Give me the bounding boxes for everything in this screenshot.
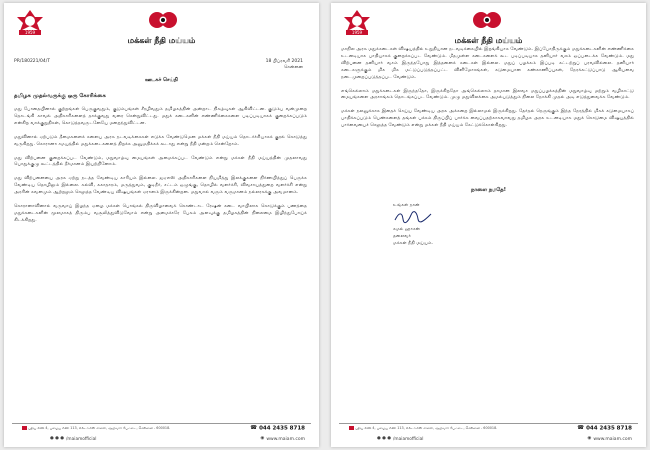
social-media-icons: ● ● ● (50, 436, 64, 441)
paragraph: மது விற்பனையை அரசு ஏற்று நடத்த வேண்டிய காரியம் இல்லை. ஐஏஎஸ் அதிகாரிகளை நியமித்து இலக்குகளை நிர்ணயித்துப் பெருக்க வேண்டிய தொழிலும் இல்லை. கல்வி, சுகாதாரம், மருத்துவம், குடிநீர், சட்டம் ஒழுங்கு, தொழில் வளர்ச்சி, விவசாயத்துறை வளர்ச்சி என்று அரசின் கவனமும் ஆற்றலும் செலுத்த வேண்டிய விஷயங்கள் ஏராளம் இருக்கின்றன. மதுவால் வரும் வருமானம் நல்லரசுக்கு அவமானம். (14, 176, 307, 196)
paragraph: மது போதையினால் குற்றங்கள் பெருகுவதும், குடும்பங்கள் சீரழிவதும் தமிழகத்தின் அன்றாட நிகழ்வுகள் ஆகிவிட்டன. குடும்ப வன்முறை தொடங்கி காவல் அதிகாரிகளைத் தாக்குவது வரை சென்றுவிட்டது. மதுக் கடைகளின் எண்ணிக்கைகளை படிப்படியாகக் குறைக்கப்படும் என்கிற வாக்குறுதிகள், கொடுத்தவருடனேயே மறைந்துவிட்டன. (14, 107, 307, 126)
footer-address (22, 426, 170, 431)
letter-date: 18 பிப்ரவரி 2021 (265, 59, 303, 64)
phone-icon: ☎ (577, 425, 585, 431)
maiam-logo-icon (471, 7, 503, 33)
letter-subject: தமிழக முதல்வருக்கு ஒரு கோரிக்கை (14, 93, 106, 99)
social-handle: /maiamofficial (65, 437, 97, 442)
footer-phone (577, 425, 632, 432)
letter-page-2 (331, 3, 646, 447)
party-name: மக்கள் நீதி மய்யம் (454, 36, 523, 45)
maiam-logo-icon (147, 7, 179, 33)
footer-address (349, 426, 497, 431)
emblem-year: 1959 (351, 30, 363, 36)
phone-number: 044 2435 8718 (586, 425, 632, 432)
website-url: www.maiam.com (593, 437, 632, 442)
date-block (266, 59, 303, 71)
address-text: புதிய எண் 4, பழைய எண் 113, எல்டாம்ஸ் சாலை, ஆழ்வார் பேட்டை, சென்னை - 600018. (355, 426, 498, 430)
press-release-heading: ஊடகச் செய்தி (144, 77, 179, 83)
emblem-year: 1959 (24, 30, 36, 36)
signatory-name: கமல் ஹாசன் (393, 227, 420, 232)
closing-slogan: நாளை நமதே! (470, 187, 507, 193)
signature-block (393, 202, 433, 247)
party-name: மக்கள் நீதி மய்யம் (127, 36, 196, 45)
signatory-org: மக்கள் நீதி மய்யம். (393, 241, 434, 246)
paragraph: எங்கெல்லாம் மதுக்கடைகள் இருந்ததோ, இருக்கிறதோ அங்கெல்லாம் தாமான இலவச மதுப்பழக்கத்தின் மறுவாழ்வு மற்றும் வழிகாட்டு மையங்களை அரசாங்கம் தொடங்கப்பட வேண்டும். முழு மதுவிலக்கை அமல்படுத்தும் நிலை நோக்கி முதல் அடி எடுத்துவைக்க வேண்டும். (341, 88, 634, 101)
party-emblem-icon (14, 9, 46, 37)
paragraph: மதுவினால் ஏற்படும் தீமைகளைக் களைய அரசு நடவடிக்கைகள் எடுக்க வேண்டுமென மக்கள் நீதி மய்யம் தொடர்ச்சியாகக் குரல் கொடுத்து வருகிறது. கொரானா சமயத்தில் மதுக்கடைகளைத் திறக்க அனுமதிக்கக் கூடாது என்று நீதி மன்றம் சென்றோம். (14, 134, 307, 147)
letter-place: சென்னை (284, 65, 303, 70)
letter-page-1 (4, 3, 319, 447)
footer-divider (339, 423, 638, 424)
party-emblem-icon (341, 9, 373, 37)
social-media-icons: ● ● ● (377, 436, 391, 441)
location-icon (349, 426, 354, 430)
footer-divider (12, 423, 311, 424)
sign-intro: உங்கள் நான் (393, 203, 420, 208)
footer-phone (250, 425, 305, 432)
letter-body-1 (14, 107, 307, 232)
footer-social[interactable] (50, 436, 96, 442)
globe-icon: ◉ (587, 436, 592, 441)
paragraph: மது விற்பனை குறைக்கப்பட வேண்டும், மறுவாழ்வு மையங்கள் அமைக்கப்பட வேண்டும் என்று மக்கள் நீதி மய்யத்தின் முதலாவது பொதுக்குழு கூட்டத்தில் தீர்மானம் இயற்றினோம். (14, 155, 307, 168)
footer-social[interactable] (377, 436, 423, 442)
footer-website[interactable] (587, 436, 632, 442)
signatory-title: தலைவர் (393, 234, 411, 239)
handwritten-signature (393, 210, 433, 224)
social-handle: /maiamofficial (392, 437, 424, 442)
footer-website[interactable] (260, 436, 305, 442)
reference-number: PR/180221/04/T (14, 59, 51, 64)
letter-footer (4, 421, 319, 447)
address-text: புதிய எண் 4, பழைய எண் 113, எல்டாம்ஸ் சாலை, ஆழ்வார் பேட்டை, சென்னை - 600018. (28, 426, 171, 430)
paragraph: மாநில அரசு மதுக்கடைகள் விஷயத்தில் உறுதியான நடவடிக்கையில் இறங்கியாக வேண்டும். இப்போதிருக்கும் மதுக்கடைகளின் எண்ணிக்கை உடனடியாக பாதியாகக் குறைக்கப்பட வேண்டும். மீதமுள்ள கடைகளைக் கூட படிப்படியாக தனியார் வசம் ஒப்படைக்க வேண்டும். மது விற்பனை தனியார் வசம் இருந்தபோது இத்தனைக் கடைகள் இல்லை. மதுப் பழக்கம் இப்படி கட்டற்றுப் பரவவில்லை. தனியார் கடைகளுக்கும் மிக மிக மட்டுப்படுத்தப்பட்ட விளிமோசங்கள், கடுமையான கண்காணிப்புகள், நேரக்கட்டுப்பாடு ஆகியவை நடைமுறைப்படுத்தப்பட வேண்டும். (341, 47, 634, 80)
globe-icon: ◉ (260, 436, 265, 441)
website-url: www.maiam.com (266, 437, 305, 442)
phone-icon: ☎ (250, 425, 258, 431)
letter-body-2 (341, 47, 634, 137)
paragraph: கொரானாவினால் வருவாய் இழந்த ஏழை மக்கள் பொங்கல் திருவிழாவைக் கொண்டாட ரேஷன் கடை வாயிலாக கொடுக்கும் பணத்தை மதுக்கடைகளின் மூலமாகத் திரும்ப வசூலித்துவிடுவோம் என்று அமைச்சரே பேசும் அளவுக்கு தமிழகத்தின் நிலைமை இழிந்துபோய்க் கிடக்கிறது. (14, 204, 307, 223)
location-icon (22, 426, 27, 430)
phone-number: 044 2435 8718 (259, 425, 305, 432)
paragraph: மக்கள் நலனுக்காக இதைச் செய்ய வேண்டிய அரசு அக்கறை இல்லாமல் இருக்கிறது. தேர்தல் நெருங்கும் இந்த நேரத்தில் மிகக் கடுமையாகப் பாதிக்கப்படும் பெண்களைத் தங்கள் பக்கம் திருப்பிப் பார்க்க வைப்பதற்காகவாவது தமிழக அரசு உடனடியாக மதுக் கொடுமை விஷயத்தில் பார்வையைச் செலுத்த வேண்டும் என்று மக்கள் நீதி மய்யம் கேட்டுக்கொள்கிறது. (341, 109, 634, 129)
letter-footer (331, 421, 646, 447)
